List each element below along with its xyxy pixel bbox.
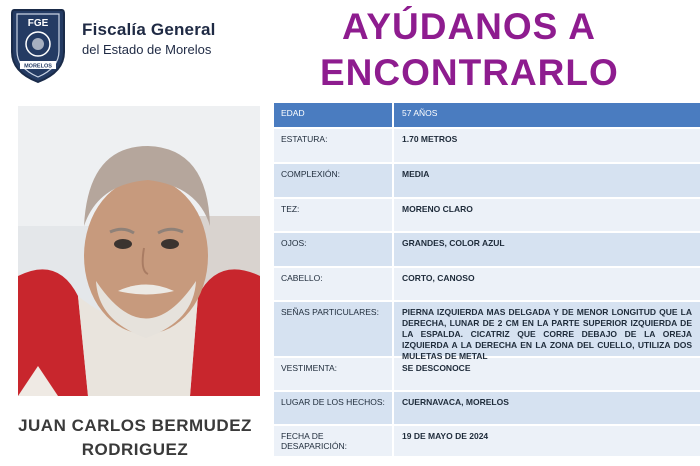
details-value: PIERNA IZQUIERDA MAS DELGADA Y DE MENOR LONGITUD QUE LA DERECHA, LUNAR DE 2 CM EN LA PARTE SUPERIOR IZQUIERDA DE LA ESPALDA. CICATRIZ QUE CORRE DEBAJO DE LA OREJA IZQUIERDA A LA DERECHA EN LA ZONA DEL CUELLO, UTILIZA DOS MULETAS DE METAL [402,307,692,361]
details-row-cabello [274,268,700,302]
details-row-lugar [274,392,700,426]
headline-line-1: AYÚDANOS A [342,6,596,47]
details-label: LUGAR DE LOS HECHOS: [274,392,394,424]
person-name-line-1: JUAN CARLOS BERMUDEZ [18,416,252,435]
missing-person-photo [18,106,260,396]
details-value: 19 DE MAYO DE 2024 [402,431,489,441]
fge-badge-logo [8,6,68,84]
headline [320,4,700,96]
details-label: OJOS: [274,233,394,266]
details-row-tez [274,199,700,233]
details-label: TEZ: [274,199,394,231]
badge-band-text: MORELOS [24,63,52,70]
details-label: ESTATURA: [274,129,394,162]
details-label: VESTIMENTA: [274,358,394,390]
details-row-senas [274,302,700,361]
agency-subtitle: del Estado de Morelos [82,42,212,57]
details-row-estatura [274,129,700,164]
agency-name: Fiscalía General [82,20,216,39]
details-row-ojos [274,233,700,268]
details-value: 1.70 METROS [402,134,458,144]
details-label: CABELLO: [274,268,394,300]
details-label: SEÑAS PARTICULARES: [274,302,394,356]
details-label: EDAD [274,103,394,127]
headline-line-2: ENCONTRARLO [320,52,619,93]
badge-text: FGE [27,18,49,29]
details-row-edad [274,103,700,129]
agency-block [82,20,216,57]
portrait-illustration [18,106,260,396]
header [0,0,700,96]
person-name [0,414,270,462]
details-label: FECHA DE DESAPARICIÓN: [274,426,394,456]
details-value: CORTO, CANOSO [402,273,475,283]
details-value: 57 AÑOS [402,108,438,118]
details-value: GRANDES, COLOR AZUL [402,238,505,248]
details-row-vestimenta [274,358,700,392]
details-value: MORENO CLARO [402,204,473,214]
details-table [274,103,700,458]
details-value: SE DESCONOCE [402,363,471,373]
details-value: CUERNAVACA, MORELOS [402,397,509,407]
details-row-complexion [274,164,700,199]
details-label: COMPLEXIÓN: [274,164,394,197]
details-row-fecha [274,426,700,458]
person-name-line-2: RODRIGUEZ [81,440,189,459]
details-value: MEDIA [402,169,430,179]
